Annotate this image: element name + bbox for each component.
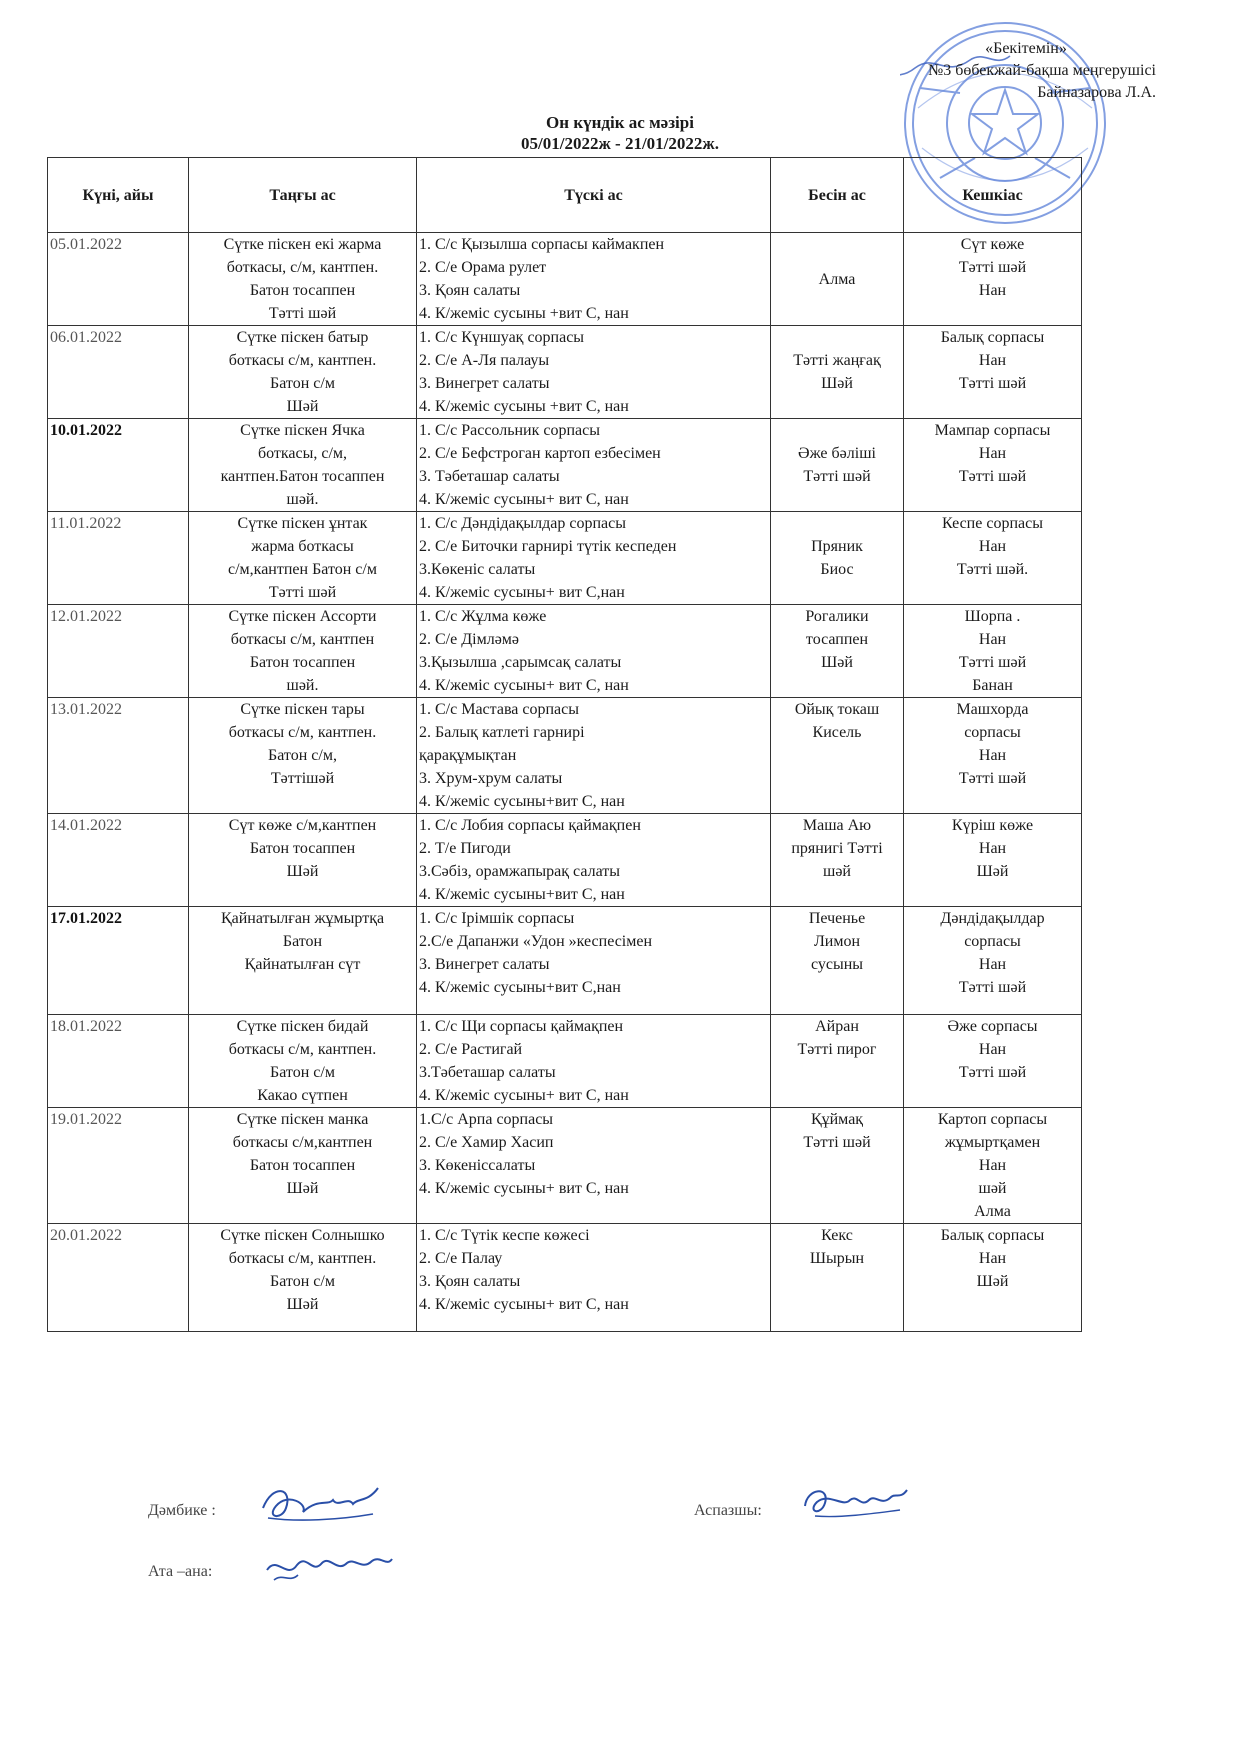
breakfast-line: кантпен.Батон тосаппен [220, 468, 385, 485]
breakfast-cell [189, 512, 417, 605]
breakfast-line: Батон с/м [270, 1064, 335, 1081]
dinner-line: Нан [978, 1250, 1007, 1267]
date-text: 18.01.2022 [50, 1018, 122, 1035]
date-cell [48, 326, 189, 419]
breakfast-line: Шәй [286, 1296, 319, 1313]
title-line-2: 05/01/2022ж - 21/01/2022ж. [521, 134, 719, 153]
table-body [48, 233, 1082, 1332]
breakfast-line: Сүтке піскен тары [240, 701, 365, 718]
dinner-line: сорпасы [964, 933, 1021, 950]
breakfast-line: жарма боткасы [251, 538, 354, 555]
snack-line: Шәй [821, 375, 853, 392]
header-breakfast: Таңғы ас [189, 158, 417, 233]
dinner-cell [904, 605, 1082, 698]
table-row [48, 419, 1082, 512]
snack-line: Пряник [811, 538, 863, 555]
lunch-line: 2. С/е Палау [419, 1250, 503, 1267]
breakfast-line: Шәй [286, 863, 319, 880]
breakfast-line: Батон с/м, [268, 747, 337, 764]
lunch-line: 2. С/е Хамир Хасип [419, 1134, 554, 1151]
lunch-line: 4. К/жеміс сусыны+ вит С, нан [419, 491, 629, 508]
snack-line: Ойық токаш [794, 701, 880, 718]
snack-cell [771, 907, 904, 1015]
snack-line: шәй [823, 863, 851, 880]
dinner-line: Нан [978, 631, 1007, 648]
table-row [48, 1015, 1082, 1108]
dinner-line: Шәй [976, 863, 1009, 880]
snack-cell [771, 814, 904, 907]
lunch-line: 3. Винегрет салаты [419, 375, 550, 392]
dinner-cell [904, 233, 1082, 326]
lunch-line: 3.Қызылша ,сарымсақ салаты [419, 654, 622, 671]
table-row [48, 814, 1082, 907]
approval-heading: «Бекітемін» [985, 40, 1067, 57]
table-row [48, 512, 1082, 605]
lunch-line: 3. Винегрет салаты [419, 956, 550, 973]
date-cell [48, 1108, 189, 1224]
snack-cell [771, 605, 904, 698]
lunch-cell [417, 698, 771, 814]
snack-line: Тәтті шәй [803, 1134, 871, 1151]
lunch-line: 2.С/е Дапанжи «Удон »кеспесімен [419, 933, 653, 950]
date-cell [48, 1224, 189, 1332]
breakfast-line: боткасы, с/м, кантпен. [226, 259, 379, 276]
snack-line: Кекс [821, 1227, 853, 1244]
lunch-cell [417, 1015, 771, 1108]
dinner-line: Сүт көже [960, 236, 1025, 253]
snack-line: Айран [815, 1018, 859, 1035]
dinner-line: Шәй [976, 1273, 1009, 1290]
dinner-line: Тәтті шәй [958, 1064, 1027, 1081]
dinner-cell [904, 419, 1082, 512]
menu-table [47, 157, 1082, 1332]
snack-cell [771, 1015, 904, 1108]
parent-signature [262, 1545, 397, 1590]
breakfast-line: Тәтті шәй [268, 305, 337, 322]
date-text: 10.01.2022 [50, 422, 122, 439]
lunch-line: 3. Қоян салаты [419, 282, 521, 299]
breakfast-line: боткасы, с/м, [257, 445, 348, 462]
breakfast-line: боткасы с/м, кантпен [230, 631, 375, 648]
snack-line: Тәтті пирог [797, 1041, 877, 1058]
dinner-line: Тәтті шәй [958, 375, 1027, 392]
lunch-cell [417, 1224, 771, 1332]
table-row [48, 233, 1082, 326]
snack-line: Шәй [821, 654, 853, 671]
dinner-line: Дәндідақылдар [940, 910, 1045, 927]
breakfast-cell [189, 233, 417, 326]
breakfast-line: Батон с/м [270, 375, 335, 392]
breakfast-cell [189, 1015, 417, 1108]
breakfast-line: Сүтке піскен бидай [236, 1018, 369, 1035]
lunch-line: 1. С/с Ірімшік сорпасы [419, 910, 575, 927]
snack-cell [771, 1108, 904, 1224]
lunch-line: 4. К/жеміс сусыны +вит С, нан [419, 305, 629, 322]
breakfast-line: Қайнатылған жұмыртқа [220, 910, 385, 927]
breakfast-line: Батон тосаппен [249, 1157, 356, 1174]
lunch-line: 2. Т/е Пигоди [419, 840, 511, 857]
date-cell [48, 907, 189, 1015]
breakfast-line: шәй. [286, 491, 319, 508]
dinner-line: Әже сорпасы [947, 1018, 1038, 1035]
snack-line: Рогалики [805, 608, 869, 625]
lunch-cell [417, 512, 771, 605]
breakfast-line: Сүт көже с/м,кантпен [228, 817, 377, 834]
approval-name: Байназарова Л.А. [1037, 84, 1156, 101]
lunch-line: 2. Балық катлеті гарнирі [419, 724, 585, 741]
lunch-line: 1. С/с Дәндідақылдар сорпасы [419, 515, 626, 532]
date-text: 17.01.2022 [50, 910, 122, 927]
breakfast-line: боткасы с/м, кантпен. [228, 1250, 377, 1267]
breakfast-cell [189, 605, 417, 698]
lunch-cell [417, 907, 771, 1015]
dinner-cell [904, 1224, 1082, 1332]
date-cell [48, 1015, 189, 1108]
snack-line: Тәтті шәй [803, 468, 871, 485]
dinner-line: сорпасы [964, 724, 1021, 741]
breakfast-line: Шәй [286, 398, 319, 415]
lunch-line: 2. С/е Орама рулет [419, 259, 547, 276]
lunch-line: қарақұмықтан [419, 747, 517, 764]
dinner-line: Мампар сорпасы [934, 422, 1051, 439]
lunch-line: 2. С/е Растигай [419, 1041, 523, 1058]
lunch-line: 4. К/жеміс сусыны+ вит С,нан [419, 584, 625, 601]
snack-line: сусыны [810, 956, 864, 973]
table-row [48, 605, 1082, 698]
dinner-line: Тәтті шәй [958, 770, 1027, 787]
table-row [48, 907, 1082, 1015]
breakfast-line: Батон тосаппен [249, 654, 356, 671]
breakfast-line: Сүтке піскен манка [236, 1111, 369, 1128]
nurse-signature [258, 1478, 388, 1528]
dinner-line: Тәтті шәй [958, 979, 1027, 996]
lunch-line: 2. С/е А-Ля палауы [419, 352, 550, 369]
lunch-line: 1. С/с Рассольник сорпасы [419, 422, 601, 439]
dinner-line: Банан [972, 677, 1013, 694]
breakfast-line: Батон с/м [270, 1273, 335, 1290]
title-line-1: Он күндік ас мәзірі [546, 113, 694, 132]
dinner-line: Нан [978, 538, 1007, 555]
dinner-line: шәй [978, 1180, 1007, 1197]
snack-line: Маша Аю [802, 817, 872, 834]
breakfast-cell [189, 907, 417, 1015]
dinner-line: Нан [978, 747, 1007, 764]
snack-cell [771, 419, 904, 512]
lunch-cell [417, 814, 771, 907]
header-date: Күні, айы [48, 158, 189, 233]
breakfast-line: боткасы с/м, кантпен. [228, 352, 377, 369]
lunch-line: 1. С/с Лобия сорпасы қаймақпен [419, 817, 641, 834]
lunch-line: 2. С/е Биточки гарнирі түтік кеспеден [419, 538, 677, 555]
lunch-line: 3.Көкеніс салаты [419, 561, 536, 578]
dinner-cell [904, 814, 1082, 907]
lunch-cell [417, 605, 771, 698]
lunch-line: 1.С/с Арпа сорпасы [419, 1111, 554, 1128]
parent-label: Ата –ана: [148, 1563, 213, 1580]
snack-line: тосаппен [805, 631, 869, 648]
breakfast-line: Какао сүтпен [257, 1087, 348, 1104]
breakfast-line: Тәтті шәй [268, 584, 337, 601]
date-text: 19.01.2022 [50, 1111, 122, 1128]
dinner-line: Алма [974, 1203, 1011, 1220]
breakfast-cell [189, 419, 417, 512]
breakfast-cell [189, 698, 417, 814]
dinner-line: Нан [978, 282, 1007, 299]
date-text: 14.01.2022 [50, 817, 122, 834]
date-text: 12.01.2022 [50, 608, 122, 625]
lunch-line: 4. К/жеміс сусыны+ вит С, нан [419, 1087, 629, 1104]
breakfast-line: Сүтке піскен Солнышко [220, 1227, 385, 1244]
table-row [48, 1108, 1082, 1224]
lunch-line: 4. К/жеміс сусыны+вит С, нан [419, 886, 625, 903]
breakfast-line: Тәттішәй [270, 770, 335, 787]
breakfast-line: Батон тосаппен [249, 840, 356, 857]
header-dinner: Кешкіас [904, 158, 1082, 233]
breakfast-line: Сүтке піскен екі жарма [223, 236, 382, 253]
lunch-cell [417, 1108, 771, 1224]
dinner-line: Күріш көже [951, 817, 1034, 834]
dinner-cell [904, 512, 1082, 605]
breakfast-line: Сүтке піскен батыр [236, 329, 369, 346]
breakfast-line: боткасы с/м, кантпен. [228, 724, 377, 741]
lunch-line: 3. Хрум-хрум салаты [419, 770, 563, 787]
cook-label: Аспазшы: [694, 1502, 762, 1519]
dinner-line: Кеспе сорпасы [942, 515, 1043, 532]
breakfast-cell [189, 814, 417, 907]
breakfast-cell [189, 326, 417, 419]
breakfast-line: боткасы с/м,кантпен [232, 1134, 373, 1151]
breakfast-line: Сүтке піскен ұнтак [237, 515, 368, 532]
snack-line: Алма [818, 270, 856, 288]
breakfast-cell [189, 1224, 417, 1332]
breakfast-line: с/м,кантпен Батон с/м [228, 561, 377, 578]
date-text: 06.01.2022 [50, 329, 122, 346]
date-cell [48, 698, 189, 814]
dinner-line: Нан [978, 352, 1007, 369]
snack-cell [771, 512, 904, 605]
dinner-line: Нан [978, 445, 1007, 462]
approval-block [796, 38, 1156, 104]
table-header-row [48, 158, 1082, 233]
lunch-line: 1. С/с Мастава сорпасы [419, 701, 579, 718]
dinner-cell [904, 326, 1082, 419]
lunch-line: 2. С/е Бефстроган картоп езбесімен [419, 445, 661, 462]
date-text: 05.01.2022 [50, 236, 122, 253]
dinner-cell [904, 907, 1082, 1015]
dinner-line: Тәтті шәй [958, 468, 1027, 485]
document-title [0, 112, 1240, 154]
table-row [48, 1224, 1082, 1332]
dinner-line: Нан [978, 1157, 1007, 1174]
lunch-line: 4. К/жеміс сусыны+вит С, нан [419, 793, 625, 810]
dinner-cell [904, 1108, 1082, 1224]
lunch-line: 3.Сәбіз, орамжапырақ салаты [419, 863, 620, 880]
header-lunch: Түскі ас [417, 158, 771, 233]
dinner-line: Тәтті шәй [958, 654, 1027, 671]
date-cell [48, 814, 189, 907]
snack-line: Лимон [813, 933, 861, 950]
lunch-line: 3.Тәбеташар салаты [419, 1064, 556, 1081]
breakfast-cell [189, 1108, 417, 1224]
dinner-line: Нан [978, 840, 1007, 857]
breakfast-line: Батон [282, 933, 323, 950]
lunch-cell [417, 419, 771, 512]
nurse-label: Дәмбике : [148, 1502, 216, 1519]
breakfast-line: шәй. [286, 677, 319, 694]
lunch-line: 3. Көкеніссалаты [419, 1157, 536, 1174]
snack-line: Тәтті жаңғақ [793, 352, 881, 369]
snack-cell [771, 326, 904, 419]
date-cell [48, 419, 189, 512]
dinner-cell [904, 698, 1082, 814]
snack-line: прянигі Тәтті [791, 840, 883, 857]
dinner-line: Нан [978, 1041, 1007, 1058]
snack-line: Кисель [812, 724, 862, 741]
date-text: 11.01.2022 [50, 515, 122, 532]
lunch-line: 4. К/жеміс сусыны +вит С, нан [419, 398, 629, 415]
lunch-line: 1. С/с Түтік кеспе көжесі [419, 1227, 590, 1244]
dinner-line: Балық сорпасы [940, 1227, 1045, 1244]
date-text: 13.01.2022 [50, 701, 122, 718]
lunch-line: 3. Тәбеташар салаты [419, 468, 560, 485]
snack-line: Шырын [809, 1250, 865, 1267]
breakfast-line: Сүтке піскен Ассорти [228, 608, 377, 625]
dinner-line: Картоп сорпасы [937, 1111, 1048, 1128]
breakfast-line: боткасы с/м, кантпен. [228, 1041, 377, 1058]
date-text: 20.01.2022 [50, 1227, 122, 1244]
snack-cell [771, 698, 904, 814]
lunch-cell [417, 326, 771, 419]
approval-position: №3 бөбекжай-бақша меңгерушісі [927, 62, 1156, 79]
dinner-line: Тәтті шәй [958, 259, 1027, 276]
date-cell [48, 233, 189, 326]
dinner-line: Шорпа . [964, 608, 1021, 625]
lunch-line: 1. С/с Қызылша сорпасы каймакпен [419, 236, 665, 253]
snack-line: Әже бәліші [798, 445, 876, 462]
lunch-line: 2. С/е Дімләмә [419, 631, 520, 648]
breakfast-line: Шәй [286, 1180, 319, 1197]
snack-line: Печенье [808, 910, 866, 927]
dinner-line: Машхорда [956, 701, 1029, 718]
date-cell [48, 512, 189, 605]
lunch-line: 3. Қоян салаты [419, 1273, 521, 1290]
cook-signature [795, 1478, 915, 1528]
table-row [48, 698, 1082, 814]
dinner-cell [904, 1015, 1082, 1108]
table-row [48, 326, 1082, 419]
lunch-line: 1. С/с Күншуақ сорпасы [419, 329, 585, 346]
dinner-line: Нан [978, 956, 1007, 973]
snack-line: Биос [820, 561, 854, 578]
snack-cell [771, 1224, 904, 1332]
lunch-line: 4. К/жеміс сусыны+ вит С, нан [419, 1296, 629, 1313]
header-snack: Бесін ас [771, 158, 904, 233]
lunch-line: 4. К/жеміс сусыны+вит С,нан [419, 979, 621, 996]
lunch-line: 4. К/жеміс сусыны+ вит С, нан [419, 677, 629, 694]
breakfast-line: Қайнатылған сүт [244, 956, 361, 973]
lunch-line: 1. С/с Щи сорпасы қаймақпен [419, 1018, 624, 1035]
lunch-line: 1. С/с Жұлма көже [419, 608, 547, 625]
lunch-cell [417, 233, 771, 326]
date-cell [48, 605, 189, 698]
breakfast-line: Батон тосаппен [249, 282, 356, 299]
snack-line: Құймақ [810, 1111, 864, 1128]
dinner-line: Балық сорпасы [940, 329, 1045, 346]
dinner-line: Тәтті шәй. [956, 561, 1029, 578]
dinner-line: жұмыртқамен [944, 1134, 1041, 1151]
lunch-line: 4. К/жеміс сусыны+ вит С, нан [419, 1180, 629, 1197]
breakfast-line: Сүтке піскен Ячка [240, 422, 365, 439]
snack-cell [771, 233, 904, 326]
